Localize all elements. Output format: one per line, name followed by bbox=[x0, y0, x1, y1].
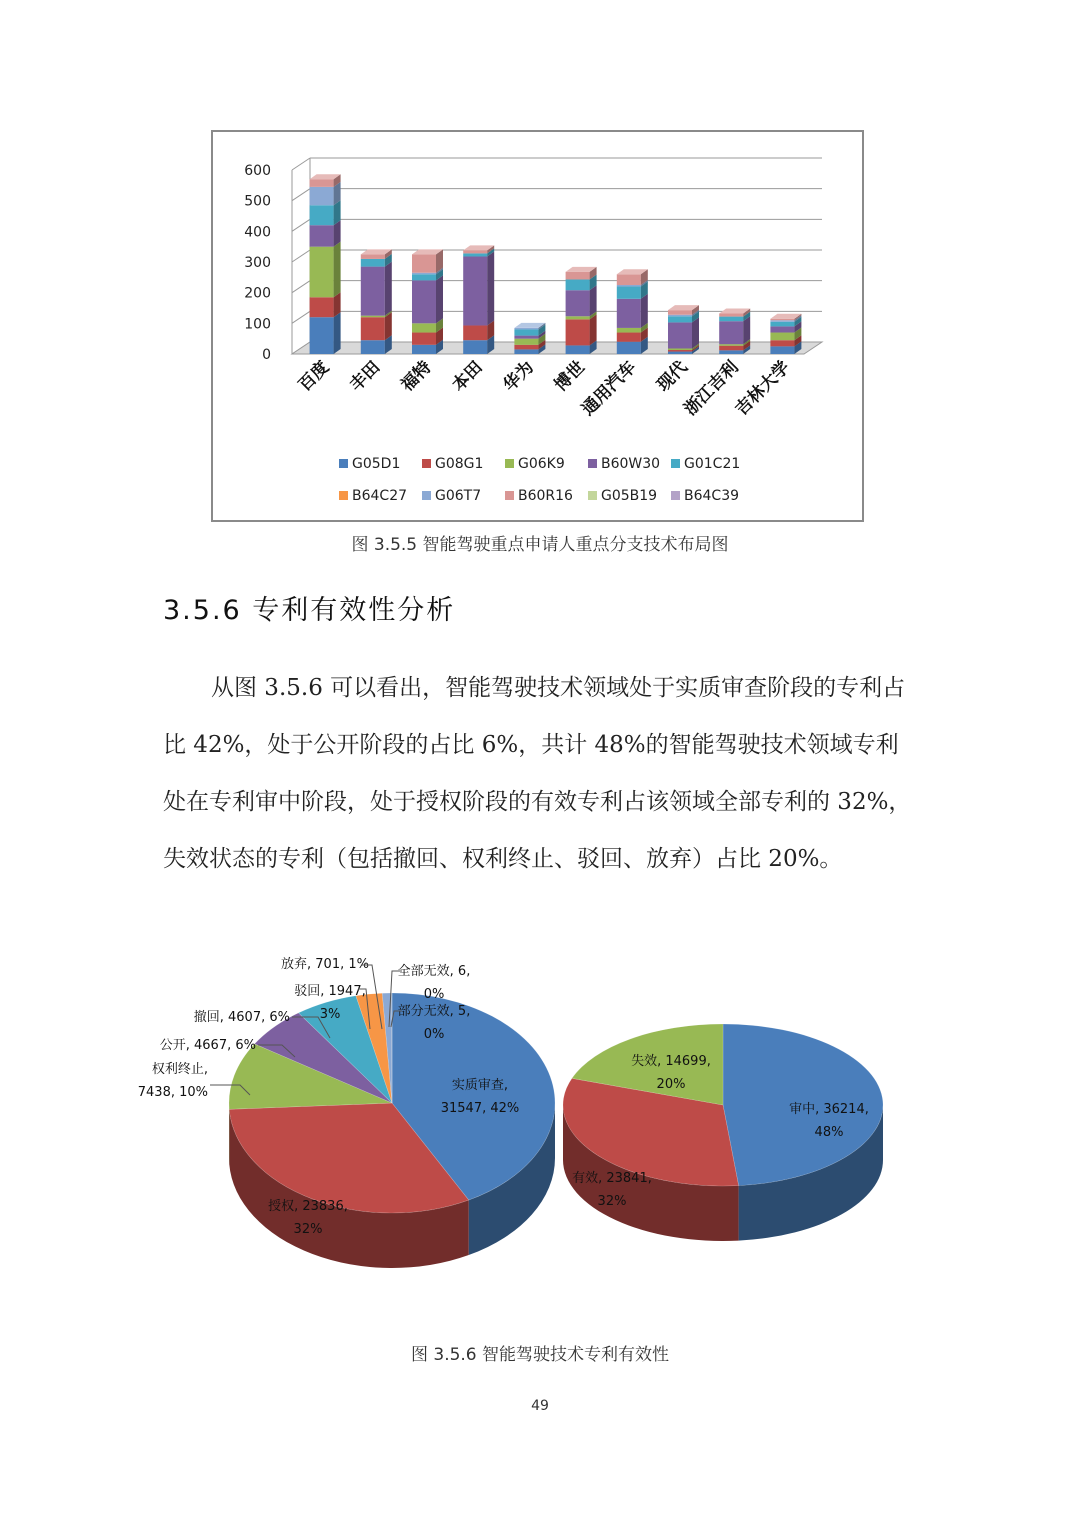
bar-side-G05D1 bbox=[334, 312, 341, 354]
pie-charts bbox=[137, 945, 910, 1340]
bar-segment-G06T7 bbox=[770, 320, 794, 322]
legend-swatch bbox=[671, 491, 680, 500]
bar-side-B60W30 bbox=[590, 285, 597, 316]
bar-side-G08G1 bbox=[590, 314, 597, 345]
legend-label: B60W30 bbox=[601, 456, 661, 472]
y-tick-label: 200 bbox=[244, 285, 271, 302]
bar-segment-G01C21 bbox=[617, 287, 641, 299]
section-heading: 3.5.6 专利有效性分析 bbox=[163, 595, 456, 626]
legend-label: G05B19 bbox=[601, 488, 658, 504]
legend-swatch bbox=[422, 491, 431, 500]
bar-segment-B60R16 bbox=[310, 179, 334, 187]
bar-segment-B60R16 bbox=[668, 310, 692, 315]
y-tick-label: 500 bbox=[244, 193, 271, 210]
legend-label: G06K9 bbox=[518, 456, 565, 472]
pie-left-label-全部无效: 0% bbox=[423, 987, 445, 1002]
bar-segment-G08G1 bbox=[668, 350, 692, 352]
bar-segment-G06K9 bbox=[770, 333, 794, 341]
bar-segment-B60W30 bbox=[668, 322, 692, 348]
bar-segment-G01C21 bbox=[463, 253, 487, 256]
bar-segment-G01C21 bbox=[770, 322, 794, 327]
pie-left-label-驳回: 3% bbox=[319, 1007, 341, 1022]
bar-segment-B60W30 bbox=[310, 225, 334, 246]
bar-segment-G05D1 bbox=[617, 342, 641, 354]
legend-swatch bbox=[588, 491, 597, 500]
bar-segment-G05D1 bbox=[719, 350, 743, 354]
pie-left-label-授权: 32% bbox=[293, 1222, 323, 1237]
bar-segment-B60R16 bbox=[463, 250, 487, 253]
pie-right-label-失效: 失效, 14699, bbox=[631, 1054, 711, 1069]
bar-segment-G01C21 bbox=[514, 329, 538, 335]
legend-swatch bbox=[505, 491, 514, 500]
bar-segment-B60W30 bbox=[514, 336, 538, 339]
bar-segment-G05D1 bbox=[668, 352, 692, 354]
bar-segment-B60R16 bbox=[412, 254, 436, 272]
bar-side-B60W30 bbox=[641, 294, 648, 328]
bar-segment-B60R16 bbox=[770, 319, 794, 321]
x-category-label: 百度 bbox=[294, 357, 334, 396]
x-category-label: 本田 bbox=[448, 357, 487, 396]
bar-segment-G06T7 bbox=[412, 273, 436, 275]
legend-label: G01C21 bbox=[684, 456, 741, 472]
x-category-label: 丰田 bbox=[346, 357, 385, 396]
bar-side-B60W30 bbox=[487, 251, 494, 325]
bar-segment-G08G1 bbox=[566, 319, 590, 345]
pie-left-label-撤回: 撤回, 4607, 6% bbox=[193, 1010, 290, 1025]
pie-left-label-授权: 授权, 23836, bbox=[268, 1199, 348, 1214]
legend-swatch bbox=[505, 459, 514, 468]
bar-side-B60W30 bbox=[692, 317, 699, 348]
bar-segment-B60W30 bbox=[719, 321, 743, 344]
bar-segment-G05D1 bbox=[412, 345, 436, 354]
bar-side-B60W30 bbox=[436, 275, 443, 323]
x-category-label: 吉林大学 bbox=[731, 357, 794, 420]
figure-caption-2: 图 3.5.6 智能驾驶技术专利有效性 bbox=[410, 1345, 670, 1365]
x-category-label: 通用汽车 bbox=[578, 357, 641, 420]
y-tick-label: 600 bbox=[244, 163, 271, 179]
legend-swatch bbox=[339, 491, 348, 500]
legend-label: B60R16 bbox=[518, 488, 573, 504]
bar-segment-G01C21 bbox=[719, 317, 743, 322]
legend-label: B64C27 bbox=[352, 488, 408, 504]
bar-segment-G08G1 bbox=[310, 297, 334, 317]
pie-left-label-权利终止: 7438, 10% bbox=[137, 1085, 208, 1100]
bar-segment-G05D1 bbox=[310, 317, 334, 354]
x-category-label: 博世 bbox=[550, 357, 590, 396]
pie-right-label-失效: 20% bbox=[656, 1077, 686, 1092]
bar-segment-G08G1 bbox=[770, 340, 794, 346]
bar-side-G06K9 bbox=[334, 242, 341, 298]
legend-label: G08G1 bbox=[435, 456, 484, 472]
x-category-label: 福特 bbox=[397, 357, 436, 396]
legend-swatch bbox=[339, 459, 348, 468]
bar-segment-G06T7 bbox=[514, 328, 538, 330]
bar-segment-B60W30 bbox=[566, 290, 590, 316]
bar-segment-G01C21 bbox=[310, 205, 334, 225]
bar-segment-G06T7 bbox=[668, 315, 692, 317]
legend-swatch bbox=[588, 459, 597, 468]
bar-segment-G06K9 bbox=[412, 323, 436, 332]
stacked-bar-chart bbox=[213, 132, 862, 520]
pie-right-label-有效: 有效, 23841, bbox=[572, 1171, 652, 1186]
bar-segment-G06K9 bbox=[719, 344, 743, 346]
bar-segment-B60R16 bbox=[566, 272, 590, 280]
pie-left-label-实质审查: 31547, 42% bbox=[440, 1101, 520, 1116]
bar-segment-G08G1 bbox=[617, 333, 641, 342]
pie-left-label-驳回: 驳回, 1947, bbox=[294, 984, 366, 999]
bar-segment-G06T7 bbox=[310, 187, 334, 205]
y-tick-label: 300 bbox=[244, 255, 271, 271]
bar-segment-G08G1 bbox=[514, 345, 538, 350]
pie-left-label-全部无效: 全部无效, 6, bbox=[397, 964, 471, 979]
bar-segment-G08G1 bbox=[719, 346, 743, 351]
bar-segment-G06T7 bbox=[617, 285, 641, 287]
bar-segment-G06K9 bbox=[514, 339, 538, 345]
legend-label: G06T7 bbox=[435, 488, 482, 504]
bar-segment-B60W30 bbox=[361, 267, 385, 316]
legend-label: G05D1 bbox=[352, 456, 401, 472]
bar-segment-G05D1 bbox=[770, 346, 794, 354]
bar-segment-G01C21 bbox=[361, 259, 385, 267]
y-tick-label: 400 bbox=[244, 224, 271, 241]
x-category-label: 华为 bbox=[499, 357, 538, 396]
pie-left-label-权利终止: 权利终止, bbox=[151, 1062, 208, 1077]
pie-right-label-有效: 32% bbox=[597, 1194, 627, 1209]
bar-segment-G08G1 bbox=[412, 333, 436, 345]
bar-segment-B60R16 bbox=[617, 274, 641, 285]
bar-segment-B60W30 bbox=[463, 256, 487, 325]
pie-left-label-放弃: 放弃, 701, 1% bbox=[281, 957, 369, 972]
bar-segment-G08G1 bbox=[361, 317, 385, 340]
x-category-label: 现代 bbox=[653, 357, 692, 396]
section-paragraph bbox=[163, 660, 918, 888]
page-number: 49 bbox=[531, 1398, 549, 1414]
bar-segment-G06K9 bbox=[566, 316, 590, 319]
bar-segment-G06K9 bbox=[617, 328, 641, 333]
stacked-bar-chart-frame bbox=[211, 130, 864, 522]
pie-right-label-审中: 审中, 36214, bbox=[789, 1102, 869, 1117]
pie-left-label-部分无效: 0% bbox=[423, 1027, 445, 1042]
figure-caption-1: 图 3.5.5 智能驾驶重点申请人重点分支技术布局图 bbox=[351, 535, 729, 555]
y-tick-label: 100 bbox=[244, 316, 271, 333]
paragraph-text: 从图 3.5.6 可以看出，智能驾驶技术领域处于实质审查阶段的专利占比 42%，处于公开阶段的占比 6%，共计 48%的智能驾驶技术领域专利处在专利审中阶段，处于授权阶段的有效专利占该领域全部专利的 32%，失效状态的专利（包括撤回、权利终止、驳回、放弃）占比 20%。 bbox=[163, 675, 912, 872]
pie-right-label-审中: 48% bbox=[814, 1125, 844, 1140]
y-tick-label: 0 bbox=[262, 347, 271, 363]
bar-segment-B60W30 bbox=[617, 299, 641, 328]
bar-segment-G01C21 bbox=[566, 279, 590, 290]
bar-segment-G06K9 bbox=[668, 348, 692, 350]
bar-segment-G01C21 bbox=[668, 316, 692, 322]
bar-segment-B60W30 bbox=[770, 326, 794, 332]
bar-segment-B60R16 bbox=[719, 314, 743, 317]
bar-segment-G08G1 bbox=[463, 325, 487, 340]
bar-segment-G06K9 bbox=[361, 316, 385, 318]
pie-left-label-部分无效: 部分无效, 5, bbox=[397, 1004, 471, 1019]
x-category-label: 浙江吉利 bbox=[680, 357, 743, 420]
bar-segment-G05D1 bbox=[463, 340, 487, 354]
pie-left-label-公开: 公开, 4667, 6% bbox=[159, 1038, 256, 1053]
legend-swatch bbox=[422, 459, 431, 468]
bar-segment-G05D1 bbox=[361, 340, 385, 354]
bar-segment-G05D1 bbox=[514, 349, 538, 354]
bar-side-B60W30 bbox=[385, 262, 392, 316]
legend-swatch bbox=[671, 459, 680, 468]
bar-segment-B60W30 bbox=[412, 280, 436, 323]
bar-segment-G05D1 bbox=[566, 345, 590, 354]
pie-left-label-实质审查: 实质审查, bbox=[451, 1078, 509, 1093]
bar-segment-G06K9 bbox=[310, 247, 334, 298]
legend-label: B64C39 bbox=[684, 488, 740, 504]
bar-segment-B60R16 bbox=[361, 254, 385, 259]
bar-segment-G01C21 bbox=[412, 274, 436, 280]
